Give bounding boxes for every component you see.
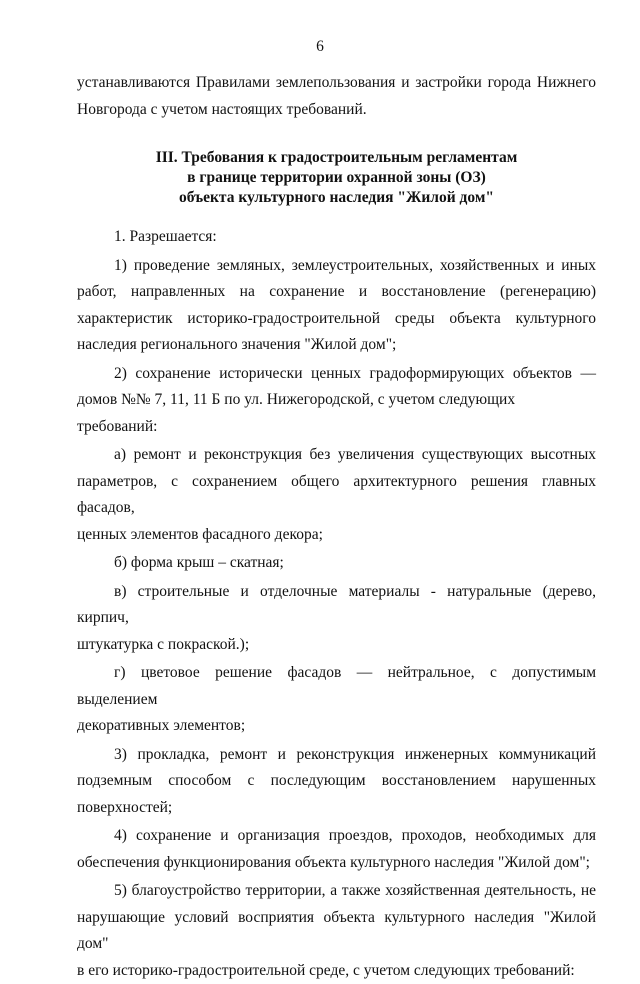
intro-paragraph [77,70,596,123]
clause-1-2-c [77,579,596,659]
clause-1-4 [77,823,596,876]
clause-1-2 [77,361,596,441]
text-line: параметров, с сохранением общего архитектурного решения главных фасадов, [77,469,596,522]
text-line: поверхностей; [77,795,596,822]
clause-1-5 [77,878,596,984]
text-line: 4) сохранение и организация проездов, проходов, необходимых для [77,823,596,850]
section-heading [77,148,596,208]
text-line: 5) благоустройство территории, а также хозяйственная деятельность, не [77,878,596,905]
heading-line: в границе территории охранной зоны (ОЗ) [77,168,596,188]
text-line: наследия регионального значения "Жилой дом"; [77,332,596,359]
heading-line: объекта культурного наследия "Жилой дом" [77,188,596,208]
text-line: декоративных элементов; [77,713,596,740]
clause-1-3 [77,742,596,822]
text-line: 1. Разрешается: [77,224,596,251]
clause-1-1 [77,253,596,359]
text-line: подземным способом с последующим восстановлением нарушенных [77,768,596,795]
text-line: 2) сохранение исторически ценных градоформирующих объектов — [77,361,596,388]
clause-1-2-a [77,442,596,548]
text-line: ценных элементов фасадного декора; [77,522,596,549]
text-line: Новгорода с учетом настоящих требований. [77,97,596,124]
clause-1-2-b [77,550,596,577]
text-line: а) ремонт и реконструкция без увеличения существующих высотных [77,442,596,469]
text-line: нарушающие условий восприятия объекта культурного наследия "Жилой дом" [77,905,596,958]
text-line: работ, направленных на сохранение и восстановление (регенерацию) [77,279,596,306]
text-line: характеристик историко-градостроительной среды объекта культурного [77,306,596,333]
text-line: устанавливаются Правилами землепользования и застройки города Нижнего [77,70,596,97]
clauses-list [77,224,596,984]
text-line: б) форма крыш – скатная; [77,550,596,577]
text-line: 3) прокладка, ремонт и реконструкция инженерных коммуникаций [77,742,596,769]
text-line: обеспечения функционирования объекта культурного наследия "Жилой дом"; [77,850,596,877]
page-number: 6 [0,38,640,56]
text-line: в его историко-градостроительной среде, с учетом следующих требований: [77,958,596,984]
text-line: г) цветовое решение фасадов — нейтральное, с допустимым выделением [77,660,596,713]
text-line: в) строительные и отделочные материалы - натуральные (дерево, кирпич, [77,579,596,632]
clause-1-2-d [77,660,596,740]
text-line: 1) проведение земляных, землеустроительных, хозяйственных и иных [77,253,596,280]
text-line: штукатурка с покраской.); [77,632,596,659]
text-line: домов №№ 7, 11, 11 Б по ул. Нижегородской, с учетом следующих требований: [77,387,596,440]
clause-1 [77,224,596,251]
heading-line: III. Требования к градостроительным регламентам [77,148,596,168]
document-body [77,70,596,984]
